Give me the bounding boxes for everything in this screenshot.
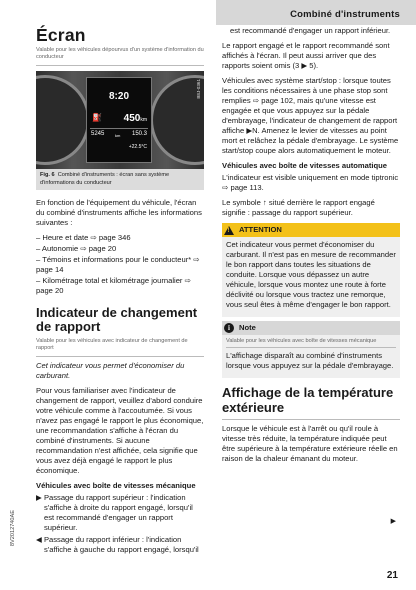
divider xyxy=(36,65,204,66)
warning-icon: ! xyxy=(224,226,234,235)
cluster-screen xyxy=(86,77,152,163)
note-body xyxy=(222,335,400,378)
fuel-pump-icon: ⛽ xyxy=(92,113,102,123)
instrument-cluster-image xyxy=(36,71,204,169)
list-item: – Kilométrage total et kilométrage journalier ⇨ page 20 xyxy=(36,275,191,295)
figure-caption: Fig. 6 Combiné d'instruments : écran sans système d'informations du conducteur xyxy=(36,169,204,190)
indicateur-para: Pour vous familiariser avec l'indicateur de changement de rapport, veuillez d'abord conduire votre véhicule comme à l'accoutumée. Si vous n'avez pas engagé le rapport le plus économique, une recommandation s'affiche à l'écran du combiné d'instruments. Si aucune recommandation n'est affichée, cela signifie que vous avez déjà engagé le rapport le plus économique. xyxy=(36,385,204,475)
page-number: 21 xyxy=(386,570,398,581)
indicateur-title: Indicateur de changement de rapport xyxy=(36,305,198,335)
list-item: – Autonomie ⇨ page 20 xyxy=(36,243,117,253)
indicateur-applicability: Valable pour les véhicules avec indicateur de changement de rapport xyxy=(36,337,188,351)
note-header: i Note xyxy=(222,321,400,335)
doc-code: 8V2012740AE xyxy=(10,510,16,547)
symbol-text: Le symbole ↑ situé derrière le rapport engagé signifie : passage du rapport supérieur. xyxy=(222,198,375,218)
tiptronic-text: L'indicateur est visible uniquement en mode tiptronic ⇨ page 113. xyxy=(222,173,399,193)
screen-temperature: +22.5°C xyxy=(128,144,147,151)
warning-box xyxy=(222,223,400,317)
warning-header: ! ATTENTION xyxy=(222,223,400,237)
start-stop-text: Véhicules avec système start/stop : lorsque toutes les conditions nécessaires à une phase stop sont remplies ⇨ page 102, mais qu'une vitesse est engagée et que vous appuyez sur la pédale d'embrayage, l'indicateur de changement de rapport affiche ▶N. Amenez le levier de vitesses au point mort et relâchez la pédale d'embrayage. Le système start/stop coupe alors automatiquement le moteur. xyxy=(222,76,399,156)
divider xyxy=(222,419,400,420)
bullet-downshift: ◀ Passage du rapport inférieur : l'indication s'affiche à gauche du rapport engagé, lorsqu'il xyxy=(36,534,199,554)
screen-odometer-unit: km xyxy=(115,133,121,139)
screen-trip: 150.3 xyxy=(131,131,147,138)
continue-arrow-icon: ▶ xyxy=(390,518,396,525)
warning-body xyxy=(222,237,400,317)
screen-odometer: 5245 xyxy=(91,131,105,138)
left-column xyxy=(36,26,204,557)
ecran-list xyxy=(36,233,204,296)
auto-subhead: Véhicules avec boîte de vitesses automatique xyxy=(222,161,388,171)
note-box xyxy=(222,321,400,378)
temp-text: Lorsque le véhicule est à l'arrêt ou qu'il roule à vitesse très réduite, la température indiquée peut être supérieure à la température extérieure réelle en raison de la chaleur émanant du moteur. xyxy=(222,423,398,464)
indicateur-lead: Cet indicateur vous permet d'économiser du carburant. xyxy=(36,360,185,380)
continued-text: est recommandé d'engager un rapport inférieur. xyxy=(230,26,391,35)
list-item: – Témoins et informations pour le conducteur* ⇨ page 14 xyxy=(36,254,200,274)
note-applicability: Valable pour les véhicules avec boîte de vitesses mécanique xyxy=(226,338,377,345)
ecran-title: Écran xyxy=(36,25,86,45)
ecran-applicability: Valable pour les véhicules dépourvus d'un système d'information du conducteur xyxy=(36,47,204,61)
temp-title: Affichage de la température extérieure xyxy=(222,385,394,415)
info-icon: i xyxy=(224,323,234,333)
manual-subhead: Véhicules avec boîte de vitesses mécanique xyxy=(36,480,196,490)
note-text: L'affichage disparaît au combiné d'instruments lorsque vous appuyez sur la pédale d'embrayage. xyxy=(226,351,394,371)
bullet-upshift: ▶ Passage du rapport supérieur : l'indication s'affiche à droite du rapport engagé, lorsqu'il est recommandé d'engager un rapport supérieur. xyxy=(36,492,193,532)
divider xyxy=(36,356,204,357)
recommended-gear-text: Le rapport engagé et le rapport recommandé sont affichés à l'écran. Il peut aussi arriver que des rapports soient omis (3 ▶ 5). xyxy=(222,41,390,71)
ecran-intro: En fonction de l'équipement du véhicule, l'écran du combiné d'instruments affiche les informations suivantes : xyxy=(36,197,202,227)
figure-code: B8J-0361 xyxy=(195,79,201,100)
section-title: Combiné d'instruments xyxy=(290,9,400,20)
screen-time: 8:20 xyxy=(108,91,129,103)
list-item: – Heure et date ⇨ page 346 xyxy=(36,232,131,242)
left-dial xyxy=(36,75,90,165)
screen-range: 450km xyxy=(123,113,147,125)
warning-text: Cet indicateur vous permet d'économiser du carburant. Il n'est pas en mesure de recommander le bon rapport dans toutes les situations de conduite. Lorsque vous dépassez un autre véhicule, lorsque vous montez une route à forte déclivité ou lorsque vous tractez une remorque, vous seul êtes à même d'engager le bon rapport. xyxy=(226,240,396,310)
right-column xyxy=(222,26,400,469)
figure-6 xyxy=(36,71,204,190)
